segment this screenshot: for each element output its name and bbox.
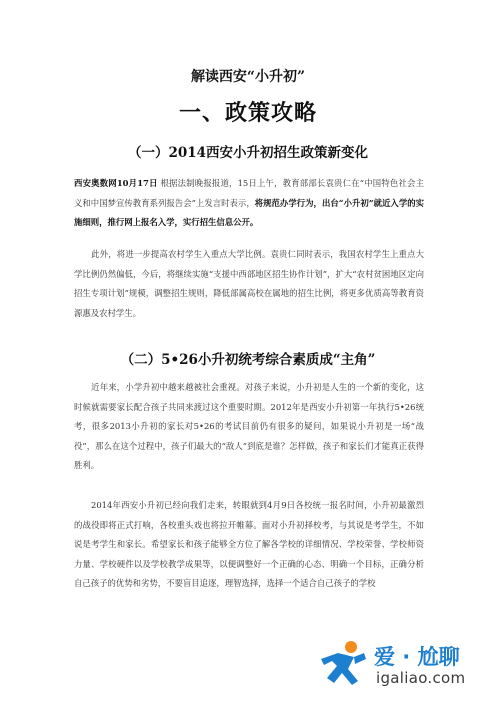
news-key-points: 将规范办学行为，出台“小升初”就近入学的实施细则，推行网上报名入学，实行招生信息公开。 <box>74 197 425 228</box>
watermark-name: 爱 · 尬聊 <box>374 645 460 669</box>
watermark-logo <box>318 637 488 693</box>
paragraph-rural-students <box>74 245 424 323</box>
subheading-policy-changes: （一）2014西安小升初招生政策新变化 <box>127 145 369 161</box>
paragraph-registration-text: 2014年西安小升初已经向我们走来，转眼就到4月9日各校统一报名时间，小升初最激烈的战役即将正式打响，各校重头戏也将拉开帷幕。面对小升初择校考，与其说是考学生，不如说是考学生和家长。希望家长和孩子能够全方位了解各学校的详细情况、学校荣誉、学校师资力量、学校硬件以及学校教学成果等，以便调整好一个正确的心态、明确一个目标，正确分析自己孩子的优势和劣势，不要盲目追逐，理智选择，选择一个适合自己孩子的学校 <box>74 500 424 589</box>
paragraph-rural-text: 此外，将进一步提高农村学生入重点大学比例。袁贵仁同时表示，我国农村学生上重点大学比例仍然偏低，今后，将继续实施“支援中西部地区招生协作计划”，扩大“农村贫困地区定向招生专项计划”规模，调整招生规则，降低部属高校在属地的招生比例，将更多优质高等教育资源惠及农村学生。 <box>74 249 424 318</box>
news-text: 根据法制晚报报道，15日上午，教育部部长袁贵仁在“中国特色社会主义和中国梦宣传教育系列报告会”上发言时表示， <box>74 178 424 208</box>
news-source: 西安奥数网10月17日 <box>74 178 158 188</box>
running-figure-icon <box>318 639 370 691</box>
subheading-exam-quality: （二）5•26小升初统考综合素质成“主角” <box>120 352 376 368</box>
paragraph-exam-text: 近年来，小学升初中越来越被社会重视。对孩子来说，小升初是人生的一个新的变化，这时候就需要家长配合孩子共同来渡过这个重要时期。2012年是西安小升初第一年执行5•26统考，很多2013小升初的家长对5•26的考试目前仍有很多的疑问，如果说小升初是一场“战役”，那么在这个过程中，孩子们最大的“敌人”到底是谁？怎样做，孩子和家长们才能真正获得胜利。 <box>74 382 424 471</box>
document-title: 解读西安“小升初” <box>190 69 306 85</box>
paragraph-exam-intro <box>74 378 424 476</box>
section-heading: 一、政策攻略 <box>178 100 317 126</box>
paragraph-registration <box>74 496 424 594</box>
paragraph-news-report <box>74 174 424 233</box>
watermark-url: igaliao.com <box>376 669 466 687</box>
